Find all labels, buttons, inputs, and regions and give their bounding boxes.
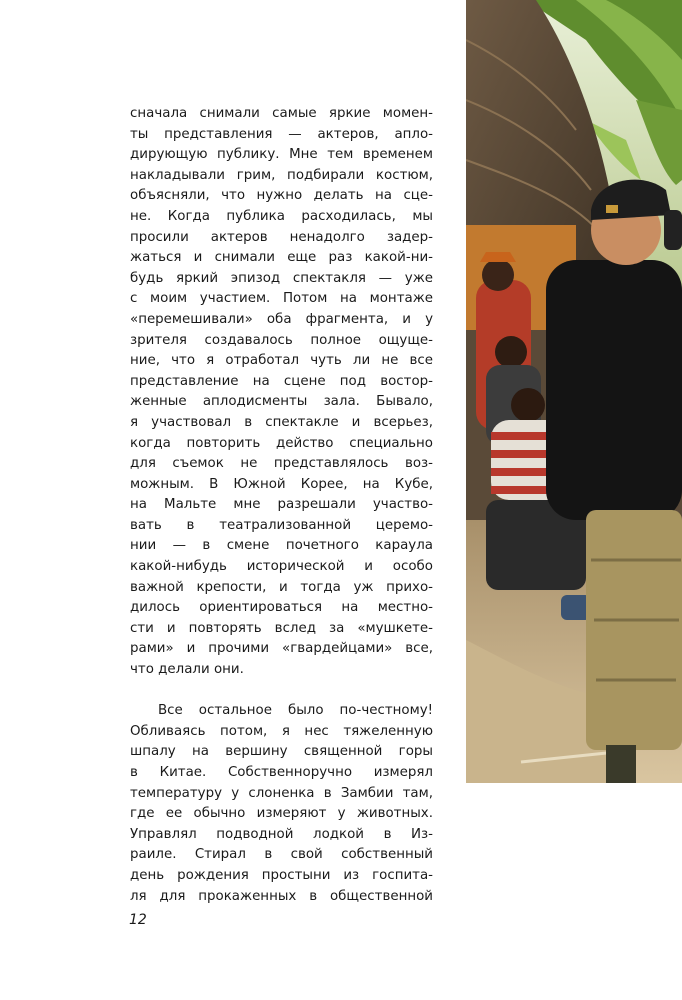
text-line: важной крепости, и тогда уж прихо- bbox=[130, 579, 433, 595]
text-line: накладывали грим, подбирали костюм, bbox=[130, 167, 433, 183]
text-line: не. Когда публика расходилась, мы bbox=[130, 208, 433, 224]
text-line: Все остальное было по-честному! bbox=[158, 703, 433, 719]
text-line: вать в театрализованной церемо- bbox=[130, 517, 433, 533]
text-line: ты представления — актеров, апло- bbox=[130, 126, 433, 142]
paragraph-2 bbox=[130, 701, 433, 907]
text-line: шпалу на вершину священной горы bbox=[130, 744, 433, 760]
text-line: температуру у слоненка в Замбии там, bbox=[130, 785, 433, 801]
text-line: в Китае. Собственноручно измерял bbox=[130, 765, 433, 780]
text-line: день рождения простыни из госпита- bbox=[130, 867, 433, 883]
photo-film-crew-village bbox=[466, 0, 682, 783]
text-line: раиле. Стирал в свой собственный bbox=[130, 847, 433, 863]
text-line: ние, что я отработал чуть ли не все bbox=[130, 353, 433, 369]
text-line: сти и повторять вслед за «мушкете- bbox=[130, 620, 433, 636]
text-line: Управлял подводной лодкой в Из- bbox=[130, 826, 433, 842]
text-line: какой-нибудь исторической и особо bbox=[130, 559, 433, 575]
text-line: для съемок не представлялось воз- bbox=[130, 456, 433, 472]
text-line: когда повторить действо специально bbox=[130, 435, 433, 451]
text-line: я участвовал в спектакле и всерьез, bbox=[130, 414, 433, 430]
text-line: объясняли, что нужно делать на сце- bbox=[130, 188, 433, 204]
text-line: можным. В Южной Корее, на Кубе, bbox=[130, 476, 433, 492]
text-line: дирующую публику. Мне тем временем bbox=[130, 147, 433, 163]
text-line: на Мальте мне разрешали участво- bbox=[130, 497, 433, 513]
paragraph-1 bbox=[130, 104, 433, 681]
text-line: жаться и снимали еще раз какой-ни- bbox=[130, 250, 433, 266]
text-line: рами» и прочими «гвардейцами» все, bbox=[130, 641, 433, 657]
text-line: зрителя создавалось полное ощуще- bbox=[130, 332, 433, 348]
text-line: просили актеров ненадолго задер- bbox=[130, 229, 433, 245]
text-line: где ее обычно измеряют у животных. bbox=[130, 806, 433, 822]
text-line: что делали они. bbox=[130, 662, 244, 678]
text-line: дилось ориентироваться на местно- bbox=[130, 600, 433, 616]
text-line: «перемешивали» оба фрагмента, и у bbox=[130, 311, 433, 327]
text-line: будь яркий эпизод спектакля — уже bbox=[130, 270, 433, 286]
page-number: 12 bbox=[129, 912, 147, 928]
body-text bbox=[130, 104, 433, 907]
text-line: Обливаясь потом, я нес тяжеленную bbox=[130, 723, 433, 739]
text-line: нии — в смене почетного караула bbox=[130, 538, 433, 554]
text-line: с моим участием. Потом на монтаже bbox=[130, 291, 433, 307]
text-line: женные аплодисменты зала. Бывало, bbox=[130, 394, 433, 410]
text-line: представление на сцене под востор- bbox=[130, 373, 433, 389]
text-line: сначала снимали самые яркие момен- bbox=[130, 106, 433, 121]
text-line: ля для прокаженных в общественной bbox=[130, 888, 433, 904]
